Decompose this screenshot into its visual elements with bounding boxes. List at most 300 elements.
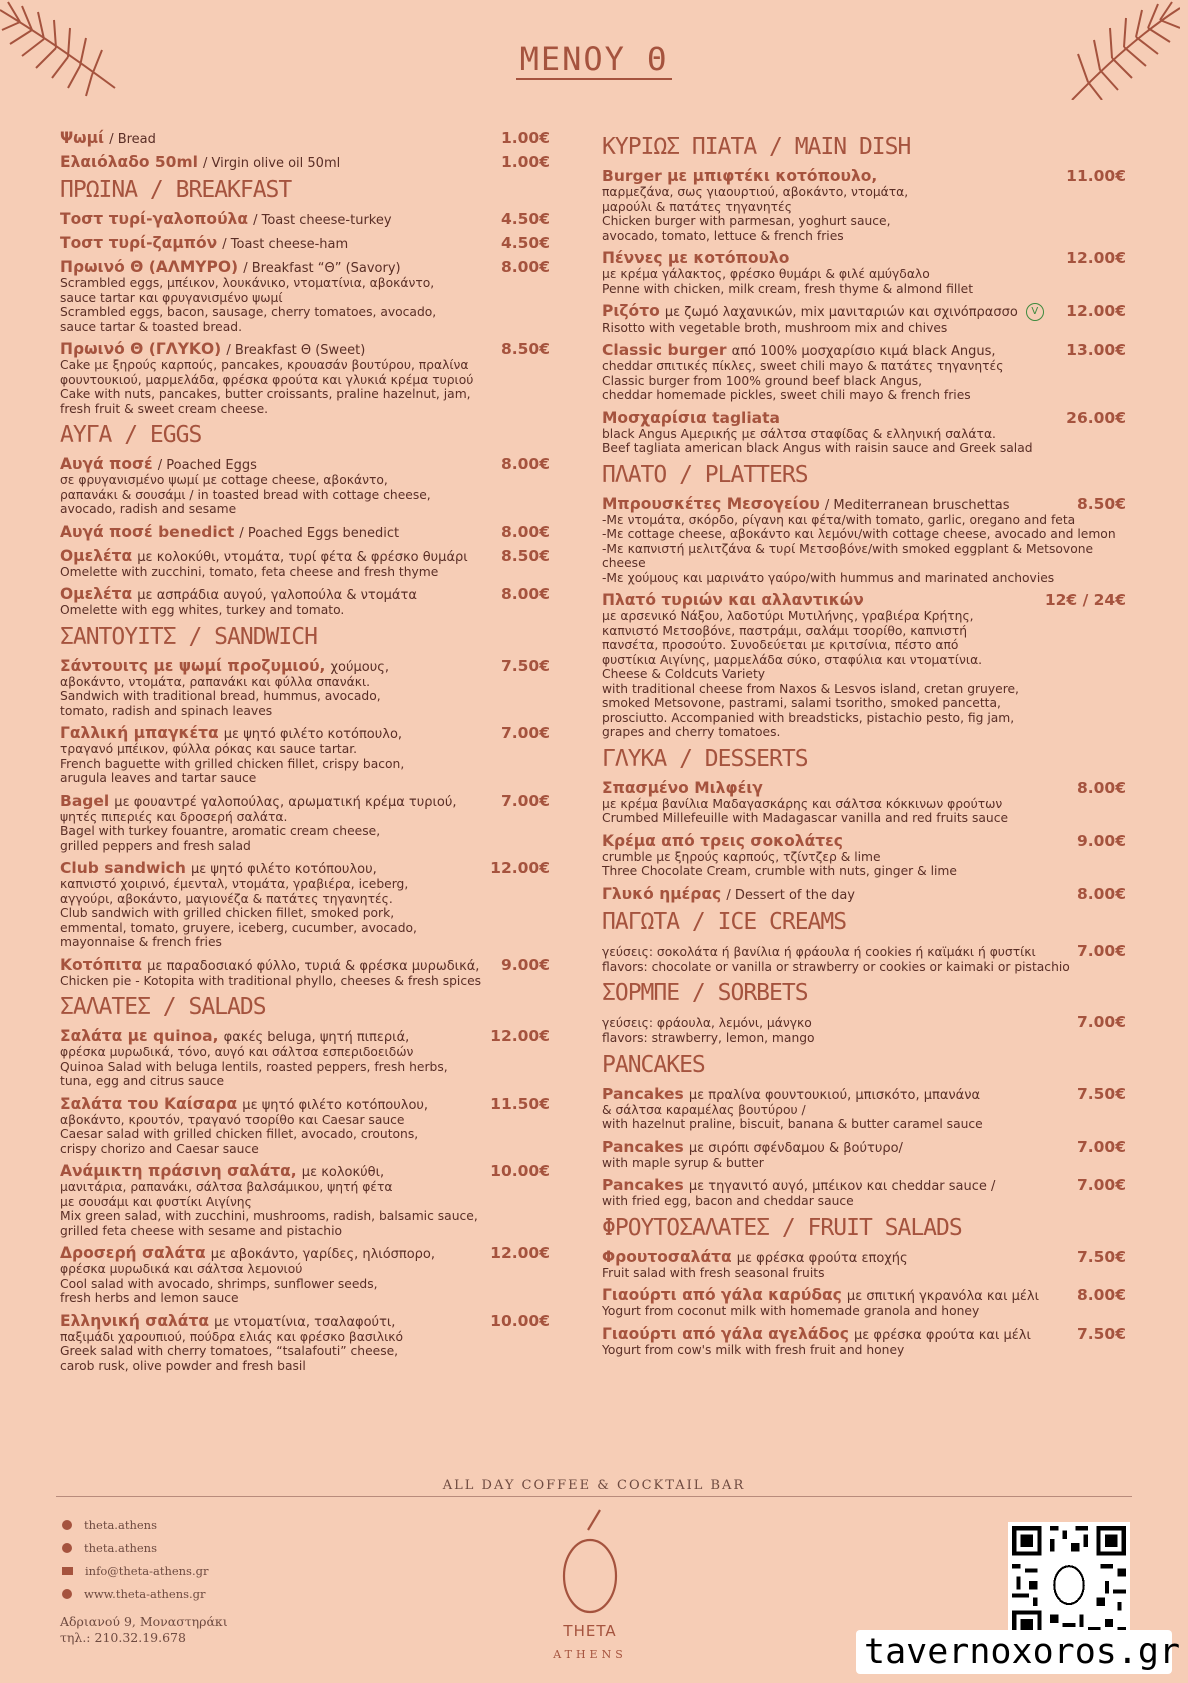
menu-item-header (60, 1311, 550, 1330)
menu-item-description: Three Chocolate Cream, crumble with nuts, ginger & lime (602, 864, 957, 878)
menu-item-description: crispy chorizo and Caesar sauce (60, 1141, 259, 1156)
menu-item-description: Mix green salad, with zucchini, mushrooms, radish, balsamic sauce, (60, 1209, 478, 1223)
menu-section (60, 624, 550, 989)
menu-item-price: 7.00€ (500, 724, 550, 742)
menu-item-description: Cool salad with avocado, shrimps, sunflower seeds, (60, 1276, 378, 1291)
menu-item-title (602, 301, 1044, 321)
menu-item-description: with fried egg, bacon and cheddar sauce (602, 1194, 854, 1208)
menu-item-title (60, 209, 392, 228)
menu-item-description: Scrambled eggs, μπέικον, λουκάνικο, ντοματίνια, αβοκάντο, (60, 276, 435, 290)
menu-item-name: Ελαιόλαδο 50ml (60, 153, 198, 171)
menu-item-name: Αυγά ποσέ (60, 455, 153, 473)
menu-item-title (60, 1161, 384, 1180)
menu-item-subtitle: / Bread (109, 132, 156, 147)
contact-list (62, 1518, 208, 1610)
menu-item-name: Τοστ τυρί-ζαμπόν (60, 234, 218, 252)
menu-item-price: 7.00€ (1076, 941, 1126, 960)
menu-item-price: 9.00€ (1076, 831, 1126, 850)
menu-item-name: Σαλάτα με quinoa, (60, 1027, 219, 1045)
menu-section (602, 909, 1126, 975)
section-title: PANCAKES (602, 1051, 705, 1078)
menu-item (602, 1324, 1126, 1358)
menu-item-description: μαρούλι & πατάτες τηγανητές (602, 199, 792, 214)
menu-item-description: αγγούρι, αβοκάντο, μαγιονέζα & πατάτες τηγανητές. (60, 891, 393, 906)
menu-item (60, 1161, 550, 1238)
menu-item-description: γεύσεις: σοκολάτα ή βανίλια ή φράουλα ή cookies ή καϊμάκι ή φυστίκι (602, 944, 1036, 959)
menu-item-subtitle: / Breakfast “Θ” (Savory) (243, 261, 401, 276)
menu-item (60, 128, 550, 147)
menu-item-description: flavors: chocolate or vanilla or strawberry or cookies or kaimaki or pistachio (602, 959, 1070, 974)
menu-item-title (602, 778, 763, 797)
menu-section (602, 746, 1126, 903)
menu-item-header (602, 831, 1126, 850)
menu-section (602, 1215, 1126, 1358)
menu-item-description: Risotto with vegetable broth, mushroom mix and chives (602, 320, 948, 335)
menu-item (602, 248, 1126, 296)
menu-item-title (602, 1012, 812, 1031)
contact-instagram[interactable]: theta.athens (62, 1518, 208, 1532)
menu-section (602, 980, 1126, 1046)
menu-item-subtitle: με κολοκύθι, ντομάτα, τυρί φέτα & φρέσκο θυμάρι (137, 549, 468, 565)
menu-item-subtitle: / Dessert of the day (726, 887, 855, 903)
menu-item-price: 7.50€ (1076, 1247, 1126, 1266)
menu-item-price: 1.00€ (500, 129, 550, 147)
menu-item (602, 941, 1126, 975)
menu-item-header (60, 339, 550, 358)
menu-item-header (60, 454, 550, 473)
menu-item-title (602, 494, 1010, 513)
menu-item-price: 12.00€ (1066, 302, 1126, 320)
menu-item-price: 8.50€ (1076, 494, 1126, 513)
menu-item-name: Ψωμί (60, 129, 105, 147)
menu-item-name: Κοτόπιτα (60, 955, 143, 974)
menu-item-title (602, 1285, 1039, 1304)
menu-item-title (60, 339, 365, 358)
menu-item-name: Φρουτοσαλάτα (602, 1247, 732, 1266)
menu-item-title (602, 1247, 908, 1266)
menu-item-description: cheddar σπιτικές πίκλες, sweet chili mayo & πατάτες τηγανητές (602, 359, 1004, 373)
menu-section (602, 462, 1126, 740)
menu-item-header (60, 656, 550, 675)
menu-item-title (602, 340, 996, 359)
menu-item-subtitle: με ψητό φιλέτο κοτόπουλου, (190, 862, 377, 877)
menu-item (602, 1175, 1126, 1209)
menu-item-name: Pancakes (602, 1084, 684, 1103)
menu-item-name: Σπασμένο Μιλφέιγ (602, 778, 763, 797)
menu-item-subtitle: με πραλίνα φουντουκιού, μπισκότο, μπανάνα (688, 1087, 981, 1103)
menu-item-title (602, 248, 789, 267)
menu-item-price: 4.50€ (500, 210, 550, 228)
menu-item-header (60, 584, 550, 603)
menu-item-name: Ελληνική σαλάτα (60, 1311, 209, 1330)
menu-item-subtitle: / Toast cheese-ham (222, 237, 349, 252)
menu-item-name: Σάντουιτς με ψωμί προζυμιού, (60, 656, 326, 675)
menu-item (602, 166, 1126, 243)
menu-item-name: Δροσερή σαλάτα (60, 1244, 206, 1262)
menu-item-name: Pancakes (602, 1176, 684, 1194)
section-title: ΠΛΑΤΟ / PLATTERS (602, 461, 808, 488)
menu-item-name: Πρωινό Θ (ΓΛΥΚΟ) (60, 340, 222, 358)
menu-item-description: παξιμάδι χαρουπιού, πούδρα ελιάς και φρέσκο βασιλικό (60, 1329, 404, 1344)
menu-item-description: avocado, tomato, lettuce & french fries (602, 228, 844, 243)
section-title: ΑΥΓΑ / EGGS (60, 422, 202, 448)
menu-item-description: τραγανό μπέικον, φύλλα ρόκας και sauce tartar. (60, 742, 358, 756)
menu-item-description: Beef tagliata american black Angus with raisin sauce and Greek salad (602, 441, 1033, 455)
menu-item-name: Club sandwich (60, 859, 186, 877)
menu-item-title (602, 1175, 995, 1194)
menu-item (602, 778, 1126, 826)
menu-item-name: Ομελέτα (60, 585, 133, 603)
menu-item-header (60, 723, 550, 742)
menu-item-subtitle: με αβοκάντο, γαρίδες, ηλιόσπορο, (210, 1247, 435, 1262)
menu-item-description: Scrambled eggs, bacon, sausage, cherry tomatoes, avocado, (60, 305, 437, 319)
menu-item-price: 7.00€ (1076, 1137, 1126, 1156)
menu-item-header (60, 546, 550, 565)
menu-item-description: με κρέμα γάλακτος, φρέσκο θυμάρι & φιλέ αμύγδαλο (602, 267, 930, 281)
menu-item (602, 590, 1126, 740)
menu-item-name: Bagel (60, 791, 110, 810)
menu-item-description: black Angus Αμερικής με σάλτσα σταφίδας & ελληνική σαλάτα. (602, 426, 996, 441)
menu-item-description: carob rusk, olive powder and fresh basil (60, 1358, 306, 1373)
menu-item (602, 884, 1126, 903)
menu-item-header (602, 494, 1126, 513)
menu-item-description: φουντουκιού, μαρμελάδα, φρέσκα φρούτα και γλυκιά κρέμα τυριού (60, 372, 474, 387)
contact-email[interactable]: info@theta-athens.gr (62, 1564, 208, 1578)
menu-item-description: grapes and cherry tomatoes. (602, 725, 781, 739)
menu-item (60, 1026, 550, 1089)
menu-item-description: Classic burger from 100% ground beef black Angus, (602, 373, 923, 388)
menu-item-header (60, 1161, 550, 1180)
menu-item-title (60, 1094, 428, 1113)
menu-item (60, 791, 550, 854)
menu-item-description: fresh fruit & sweet cream cheese. (60, 401, 269, 416)
menu-item-description: prosciutto. Accompanied with breadsticks, pistachio pesto, fig jam, (602, 710, 1015, 725)
menu-item-name: Κρέμα από τρεις σοκολάτες (602, 831, 843, 850)
menu-item-description: Sandwich with traditional bread, hummus, avocado, (60, 689, 381, 703)
menu-item-description: -Με cottage cheese, αβοκάντο και λεμόνι/with cottage cheese, avocado and lemon (602, 527, 1116, 541)
menu-item (60, 1094, 550, 1157)
section-title: ΣΑΛΑΤΕΣ / SALADS (60, 994, 266, 1020)
menu-item-description: ψητές πιπεριές και δροσερή σαλάτα. (60, 809, 288, 824)
contact-website[interactable]: www.theta-athens.gr (62, 1587, 208, 1601)
menu-item-header (60, 1243, 550, 1262)
menu-item-name: Σαλάτα του Καίσαρα (60, 1094, 238, 1113)
menu-item-subtitle: με φρέσκα φρούτα και μέλι (854, 1327, 1031, 1343)
menu-item-header (602, 408, 1126, 427)
menu-item-name: Pancakes (602, 1137, 684, 1156)
menu-item-header (60, 209, 550, 228)
menu-item-header (60, 1026, 550, 1045)
menu-item-description: tomato, radish and spinach leaves (60, 703, 273, 718)
menu-item-description: smoked Metsovone, pastrami, salami tsoritho, smoked pancetta, (602, 696, 1001, 710)
menu-item-header (602, 1175, 1126, 1194)
menu-item-price: 10.00€ (490, 1311, 550, 1330)
menu-item-description: Club sandwich with grilled chicken fillet, smoked pork, (60, 906, 395, 920)
menu-item-title (60, 1311, 395, 1330)
menu-item-price: 7.50€ (1076, 1084, 1126, 1103)
menu-item-title (602, 884, 855, 903)
menu-item-subtitle: με φρέσκα φρούτα εποχής (736, 1250, 908, 1266)
menu-item-description: avocado, radish and sesame (60, 502, 237, 516)
menu-item-title (60, 723, 402, 742)
menu-item (60, 1311, 550, 1374)
menu-item-description: Yogurt from cow's milk with fresh fruit and honey (602, 1342, 905, 1357)
menu-item-name: Μοσχαρίσια tagliata (602, 408, 781, 427)
menu-item-price: 10.00€ (490, 1162, 550, 1180)
menu-item-name: Classic burger (602, 341, 727, 359)
menu-item-description: Omelette with zucchini, tomato, feta cheese and fresh thyme (60, 564, 439, 579)
section-title: ΠΑΓΩΤΑ / ICE CREAMS (602, 908, 847, 935)
menu-item-header (602, 1324, 1126, 1343)
menu-item-description: καπνιστό χοιρινό, έμενταλ, ντομάτα, γραβιέρα, iceberg, (60, 877, 409, 891)
menu-item-price: 12.00€ (490, 859, 550, 877)
menu-item-price: 8.00€ (500, 585, 550, 603)
menu-item-title (60, 1026, 409, 1045)
menu-item-price: 11.00€ (1066, 167, 1126, 185)
menu-item-description: Crumbed Millefeuille with Madagascar vanilla and red fruits sauce (602, 811, 1009, 825)
menu-item-title (602, 831, 843, 850)
menu-item-name: Ριζότο (602, 302, 660, 320)
menu-item-header (60, 858, 550, 877)
menu-item-subtitle: με ασπράδια αυγού, γαλοπούλα & ντομάτα (137, 588, 417, 603)
brand-name: THETA (563, 1622, 617, 1640)
menu-item (602, 1285, 1126, 1319)
menu-item-description: Cake with nuts, pancakes, butter croissants, praline hazelnut, jam, (60, 387, 471, 401)
brand-city: ATHENS (553, 1648, 627, 1661)
menu-item-price: 12.00€ (1066, 249, 1126, 267)
menu-item-description: σε φρυγανισμένο ψωμί με cottage cheese, αβοκάντο, (60, 473, 388, 487)
menu-item-description: cheddar homemade pickles, sweet chili mayo & french fries (602, 388, 971, 402)
menu-item-price: 9.00€ (500, 955, 550, 974)
menu-item-subtitle: / Poached Eggs (157, 458, 257, 473)
menu-item-name: Γαλλική μπαγκέτα (60, 724, 219, 742)
menu-item-header (602, 941, 1126, 960)
menu-item (602, 1084, 1126, 1132)
menu-item (602, 831, 1126, 879)
menu-item-price: 12.00€ (490, 1244, 550, 1262)
menu-item-name: Τοστ τυρί-γαλοπούλα (60, 210, 249, 228)
footer-divider (56, 1496, 1132, 1497)
menu-item-title (60, 128, 156, 147)
menu-item-subtitle: με παραδοσιακό φύλλο, τυριά & φρέσκα μυρωδικά, (147, 958, 480, 974)
menu-item-title (602, 1084, 980, 1103)
menu-item (60, 522, 550, 541)
menu-item-header (602, 1084, 1126, 1103)
menu-item-description: tuna, egg and citrus sauce (60, 1074, 225, 1088)
menu-item-name: Γιαούρτι από γάλα καρύδας (602, 1286, 842, 1304)
menu-item-description: πανσέτα, προσούτο. Συνοδεύεται με κριτσίνια, πέστο από (602, 638, 959, 652)
theta-logo (540, 1508, 640, 1661)
menu-item-description: -Με ντομάτα, σκόρδο, ρίγανη και φέτα/with tomato, garlic, oregano and feta (602, 512, 1076, 527)
menu-item-description: γεύσεις: φράουλα, λεμόνι, μάνγκο (602, 1016, 812, 1030)
menu-item-price: 4.50€ (500, 234, 550, 252)
menu-item-title (60, 858, 377, 877)
menu-item-description: Fruit salad with fresh seasonal fruits (602, 1265, 825, 1280)
menu-item (60, 656, 550, 719)
menu-item-title (60, 584, 417, 603)
menu-item-title (602, 166, 877, 185)
menu-item-description: ραπανάκι & σουσάμι / in toasted bread with cottage cheese, (60, 487, 431, 502)
menu-item-title (60, 656, 389, 675)
menu-section (60, 422, 550, 618)
menu-item (60, 233, 550, 252)
menu-item-price: 8.00€ (1076, 778, 1126, 797)
menu-item-description: French baguette with grilled chicken fillet, crispy bacon, (60, 756, 405, 771)
menu-item-description: με αρσενικό Νάξου, λαδοτύρι Μυτιλήνης, γραβιέρα Κρήτης, (602, 609, 974, 623)
theta-logo-icon (560, 1508, 620, 1616)
menu-item-header (602, 248, 1126, 267)
section-title: ΣΟΡΜΠΕ / SORBETS (602, 980, 808, 1006)
menu-item-price: 7.00€ (1076, 1013, 1126, 1031)
menu-item-title (60, 257, 401, 276)
qr-code-icon[interactable] (1008, 1522, 1130, 1644)
section-title: ΦΡΟΥΤΟΣΑΛΑΤΕΣ / FRUIT SALADS (602, 1214, 962, 1241)
section-title: ΚΥΡΙΩΣ ΠΙΑΤΑ / MAIN DISH (602, 134, 911, 160)
menu-item-description: with maple syrup & butter (602, 1155, 764, 1170)
menu-item-subtitle: από 100% μοσχαρίσιο κιμά black Angus, (731, 344, 996, 359)
menu-item-header (602, 1247, 1126, 1266)
menu-item-description: φρέσκα μυρωδικά και σάλτσα λεμονιού (60, 1262, 303, 1276)
menu-item-price: 13.00€ (1066, 341, 1126, 359)
section-title: ΠΡΩΙΝΑ / BREAKFAST (60, 177, 292, 203)
menu-item-name: Πρωινό Θ (ΑΛΜΥΡΟ) (60, 258, 239, 276)
menu-section (60, 994, 550, 1373)
menu-title: MENOY Θ (0, 40, 1188, 78)
section-title: ΣΑΝΤΟΥΙΤΣ / SANDWICH (60, 623, 317, 650)
menu-item-header (60, 791, 550, 810)
menu-item-subtitle: / Mediterranean bruschettas (824, 497, 1010, 513)
menu-item-price: 26.00€ (1066, 408, 1126, 427)
menu-item-price: 8.00€ (500, 522, 550, 541)
menu-item (602, 1012, 1126, 1046)
menu-item-header (602, 1012, 1126, 1031)
menu-item-subtitle: με κολοκύθι, (301, 1165, 385, 1180)
menu-item-title (602, 590, 864, 609)
menu-item-subtitle: με ζωμό λαχανικών, mix μανιταριών και σχινόπρασσο (664, 305, 1018, 320)
menu-item-header (60, 128, 550, 147)
menu-item (60, 546, 550, 580)
menu-item (602, 494, 1126, 586)
menu-item-name: Πέννες με κοτόπουλο (602, 249, 790, 267)
contact-facebook[interactable]: theta.athens (62, 1541, 208, 1555)
menu-item-subtitle: φακές beluga, ψητή πιπεριά, (223, 1030, 410, 1045)
menu-item (60, 584, 550, 618)
menu-item-description: αβοκάντο, κρουτόν, τραγανό τσορίθο και Caesar sauce (60, 1112, 405, 1127)
menu-item-title (60, 522, 399, 541)
menu-item-title (60, 791, 457, 810)
menu-item (60, 257, 550, 334)
menu-item (60, 152, 550, 171)
menu-item-description: Quinoa Salad with beluga lentils, roasted peppers, fresh herbs, (60, 1059, 448, 1074)
menu-item-description: fresh herbs and lemon sauce (60, 1291, 239, 1305)
menu-item-name: Ομελέτα (60, 546, 133, 565)
menu-item-description: sauce tartar και φρυγανισμένο ψωμί (60, 290, 283, 305)
menu-item-description: Cake με ξηρούς καρπούς, pancakes, κρουασάν βουτύρου, πραλίνα (60, 358, 469, 372)
menu-item-price: 8.50€ (500, 340, 550, 358)
menu-item (602, 408, 1126, 456)
menu-item-description: with traditional cheese from Naxos & Lesvos island, cretan gruyere, (602, 681, 1019, 696)
menu-item-header (60, 233, 550, 252)
menu-item-subtitle: με φουαντρέ γαλοπούλας, αρωματική κρέμα τυριού, (114, 794, 457, 810)
menu-item-description: sauce tartar & toasted bread. (60, 319, 242, 334)
menu-item (60, 858, 550, 950)
menu-item-description: Cheese & Coldcuts Variety (602, 667, 766, 681)
menu-item-description: παρμεζάνα, σως γιαουρτιού, αβοκάντο, ντομάτα, (602, 185, 909, 199)
menu-item (60, 955, 550, 989)
menu-item-price: 7.00€ (1076, 1176, 1126, 1194)
menu-item-description: -Με καπνιστή μελιτζάνα & τυρί Μετσοβόνε/with smoked eggplant & Metsovone cheese (602, 541, 1094, 570)
menu-item-subtitle: με τηγανιτό αυγό, μπέικον και cheddar sauce / (688, 1179, 996, 1194)
menu-item-subtitle: με ντοματίνια, τσαλαφούτι, (214, 1314, 396, 1330)
menu-item-title (60, 233, 348, 252)
menu-item (60, 723, 550, 786)
menu-item-description: flavors: strawberry, lemon, mango (602, 1031, 815, 1045)
menu-item-price: 8.00€ (1076, 1286, 1126, 1304)
menu-item-price: 12.00€ (490, 1027, 550, 1045)
menu-item-header (602, 1285, 1126, 1304)
menu-item-description: μανιτάρια, ραπανάκι, σάλτσα βαλσάμικου, ψητή φέτα (60, 1180, 393, 1194)
menu-item-name: Μπρουσκέτες Μεσογείου (602, 494, 820, 513)
menu-item-name: Γλυκό ημέρας (602, 884, 722, 903)
menu-item-header (602, 884, 1126, 903)
menu-item-header (60, 522, 550, 541)
menu-item-title (60, 152, 340, 171)
menu-item-title (60, 1243, 435, 1262)
menu-item-description: Caesar salad with grilled chicken fillet, avocado, croutons, (60, 1127, 419, 1141)
menu-item-description: grilled peppers and fresh salad (60, 838, 251, 853)
address: Αδριανού 9, Μοναστηράκι τηλ.: 210.32.19.678 (60, 1614, 228, 1645)
menu-item-description: Yogurt from coconut milk with homemade granola and honey (602, 1304, 980, 1318)
menu-item-description: με κρέμα βανίλια Μαδαγασκάρης και σάλτσα κόκκινων φρούτων (602, 796, 1003, 811)
menu-item-description: Omelette with egg whites, turkey and tomato. (60, 603, 345, 617)
menu-item-price: 7.50€ (500, 656, 550, 675)
menu-item (602, 1247, 1126, 1281)
menu-item-header (60, 955, 550, 974)
menu-section (60, 128, 550, 171)
menu-item-header (602, 1137, 1126, 1156)
menu-item-subtitle: / Toast cheese-turkey (253, 213, 392, 228)
menu-item-header (60, 1094, 550, 1113)
menu-item-description: grilled feta cheese with sesame and pistachio (60, 1223, 343, 1238)
left-column (60, 128, 550, 1379)
menu-item-title (602, 941, 1036, 960)
menu-item-description: Chicken pie - Kotopita with traditional phyllo, cheeses & fresh spices (60, 973, 482, 988)
menu-item-price: 8.00€ (1076, 884, 1126, 903)
menu-item-description: mayonnaise & french fries (60, 935, 222, 949)
menu-item-description: αβοκάντο, ντομάτα, ραπανάκι και φύλλα σπανάκι. (60, 674, 371, 689)
menu-section (602, 134, 1126, 456)
menu-item-subtitle: / Virgin olive oil 50ml (203, 156, 341, 171)
menu-item-name: Πλατό τυριών και αλλαντικών (602, 591, 864, 609)
menu-item-header (602, 301, 1126, 321)
menu-item-title (60, 454, 257, 473)
vegan-icon: V (1026, 303, 1044, 321)
menu-item (602, 301, 1126, 335)
menu-item-subtitle: / Breakfast Θ (Sweet) (226, 343, 366, 358)
menu-item-name: Αυγά ποσέ benedict (60, 522, 235, 541)
menu-item-header (602, 340, 1126, 359)
mail-icon (62, 1567, 73, 1575)
right-column (602, 128, 1126, 1363)
menu-item-subtitle: με ψητό φιλέτο κοτόπουλου, (242, 1097, 429, 1113)
menu-item-subtitle: με ψητό φιλέτο κοτόπουλο, (223, 727, 403, 742)
menu-item-price: 12€ / 24€ (1044, 591, 1126, 609)
menu-item-description: καπνιστό Μετσοβόνε, παστράμι, σαλάμι τσορίθο, καπνιστή (602, 623, 968, 638)
menu-item-description: crumble με ξηρούς καρπούς, τζίντζερ & lime (602, 849, 881, 864)
menu-item (60, 209, 550, 228)
menu-item-title (60, 955, 479, 974)
menu-item-price: 8.00€ (500, 258, 550, 276)
